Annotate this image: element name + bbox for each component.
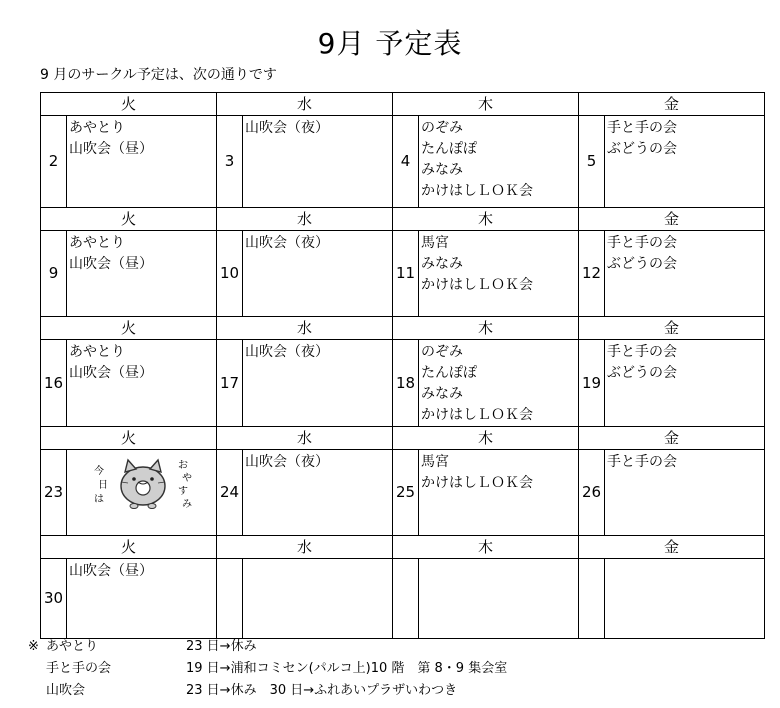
day-number <box>393 559 419 639</box>
event-item: 山吹会（夜） <box>245 235 330 251</box>
note-row <box>28 658 507 680</box>
week-row <box>41 559 765 639</box>
weekday-header: 水 <box>217 93 393 116</box>
day-number <box>217 559 243 639</box>
weekday-header: 水 <box>217 317 393 340</box>
note-name: 手と手の会 <box>46 661 112 676</box>
event-item: 手と手の会 <box>607 344 678 360</box>
day-events <box>605 231 765 317</box>
day-events <box>243 559 393 639</box>
notes-section <box>28 636 507 702</box>
weekday-header-row <box>41 208 765 231</box>
day-number: 12 <box>579 231 605 317</box>
schedule-table <box>40 92 765 639</box>
weekday-header: 金 <box>579 208 765 231</box>
event-item: ぶどうの会 <box>607 365 678 381</box>
weekday-header-row <box>41 536 765 559</box>
event-item: かけはしＬＯＫ会 <box>421 407 534 423</box>
weekday-header: 金 <box>579 93 765 116</box>
holiday-mascot <box>69 452 216 514</box>
event-item: のぞみ <box>421 344 464 360</box>
note-text: 19 日→浦和コミセン(パルコ上)10 階 第 8・9 集会室 <box>186 661 508 676</box>
weekday-header: 木 <box>393 208 579 231</box>
mascot-left-char: は <box>93 494 104 505</box>
mascot-left-char: 日 <box>97 480 108 491</box>
weekday-header: 金 <box>579 317 765 340</box>
weekday-header: 水 <box>217 427 393 450</box>
event-item: 手と手の会 <box>607 235 678 251</box>
week-row <box>41 231 765 317</box>
week-row <box>41 340 765 427</box>
day-number: 19 <box>579 340 605 427</box>
event-item: 山吹会（昼） <box>69 563 153 579</box>
event-item: かけはしＬＯＫ会 <box>421 475 534 491</box>
weekday-header: 金 <box>579 536 765 559</box>
page-title: 9月 予定表 <box>317 27 463 60</box>
day-events <box>419 231 579 317</box>
day-number: 30 <box>41 559 67 639</box>
event-item: のぞみ <box>421 120 464 136</box>
day-number: 17 <box>217 340 243 427</box>
event-item: 山吹会（夜） <box>245 120 330 136</box>
weekday-header: 金 <box>579 427 765 450</box>
day-events <box>419 559 579 639</box>
event-item: 山吹会（昼） <box>69 256 153 272</box>
day-events <box>243 340 393 427</box>
weekday-header: 木 <box>393 427 579 450</box>
weekday-header: 木 <box>393 317 579 340</box>
day-number: 25 <box>393 450 419 536</box>
event-item: 馬宮 <box>421 454 450 470</box>
day-events <box>67 231 217 317</box>
day-events <box>67 450 217 536</box>
day-number: 26 <box>579 450 605 536</box>
week-row <box>41 116 765 208</box>
day-events <box>419 116 579 208</box>
weekday-header: 火 <box>41 317 217 340</box>
page-subtitle: 9 月のサークル予定は、次の通りです <box>40 67 277 83</box>
event-item: たんぽぽ <box>421 365 478 381</box>
day-number: 23 <box>41 450 67 536</box>
event-item: 山吹会（昼） <box>69 141 153 157</box>
event-item: かけはしＬＯＫ会 <box>421 183 534 199</box>
weekday-header-row <box>41 317 765 340</box>
weekday-header: 木 <box>393 93 579 116</box>
day-events <box>605 340 765 427</box>
weekday-header: 木 <box>393 536 579 559</box>
mascot-right-char: す <box>177 486 188 497</box>
day-events <box>419 340 579 427</box>
note-mark: ※ <box>28 639 39 654</box>
event-item: 山吹会（夜） <box>245 454 330 470</box>
day-number: 11 <box>393 231 419 317</box>
day-events <box>243 116 393 208</box>
weekday-header: 火 <box>41 93 217 116</box>
event-item: 山吹会（昼） <box>69 365 153 381</box>
day-number: 2 <box>41 116 67 208</box>
day-events <box>67 559 217 639</box>
event-item: 手と手の会 <box>607 120 678 136</box>
day-number: 4 <box>393 116 419 208</box>
event-item: みなみ <box>421 256 464 272</box>
event-item: 手と手の会 <box>607 454 678 470</box>
day-events <box>243 231 393 317</box>
cat-donut-icon <box>88 452 198 514</box>
week-row <box>41 450 765 536</box>
weekday-header: 火 <box>41 208 217 231</box>
weekday-header: 火 <box>41 427 217 450</box>
mascot-right-char: み <box>181 499 192 510</box>
note-text: 23 日→休み 30 日→ふれあいプラザいわつき <box>186 683 458 698</box>
weekday-header: 水 <box>217 208 393 231</box>
weekday-header: 水 <box>217 536 393 559</box>
event-item: ぶどうの会 <box>607 141 678 157</box>
note-text: 23 日→休み <box>186 639 257 654</box>
day-number: 10 <box>217 231 243 317</box>
day-number: 18 <box>393 340 419 427</box>
mascot-right-char: や <box>181 473 192 484</box>
event-item: あやとり <box>69 344 125 360</box>
weekday-header: 火 <box>41 536 217 559</box>
event-item: みなみ <box>421 386 464 402</box>
day-number: 16 <box>41 340 67 427</box>
day-number <box>579 559 605 639</box>
event-item: みなみ <box>421 162 464 178</box>
day-events <box>243 450 393 536</box>
event-item: 山吹会（夜） <box>245 344 330 360</box>
note-row <box>28 680 507 702</box>
note-name: あやとり <box>46 639 99 654</box>
day-events <box>67 116 217 208</box>
day-events <box>419 450 579 536</box>
day-events <box>605 116 765 208</box>
day-number: 9 <box>41 231 67 317</box>
day-number: 3 <box>217 116 243 208</box>
mascot-left-char: 今 <box>93 466 104 477</box>
weekday-header-row <box>41 93 765 116</box>
note-row <box>28 636 507 658</box>
day-number: 24 <box>217 450 243 536</box>
event-item: かけはしＬＯＫ会 <box>421 277 534 293</box>
day-events <box>605 559 765 639</box>
note-name: 山吹会 <box>46 683 86 698</box>
day-events <box>605 450 765 536</box>
day-events <box>67 340 217 427</box>
event-item: たんぽぽ <box>421 141 478 157</box>
event-item: 馬宮 <box>421 235 450 251</box>
mascot-right-char: お <box>177 460 188 471</box>
weekday-header-row <box>41 427 765 450</box>
day-number: 5 <box>579 116 605 208</box>
event-item: ぶどうの会 <box>607 256 678 272</box>
event-item: あやとり <box>69 120 125 136</box>
event-item: あやとり <box>69 235 125 251</box>
